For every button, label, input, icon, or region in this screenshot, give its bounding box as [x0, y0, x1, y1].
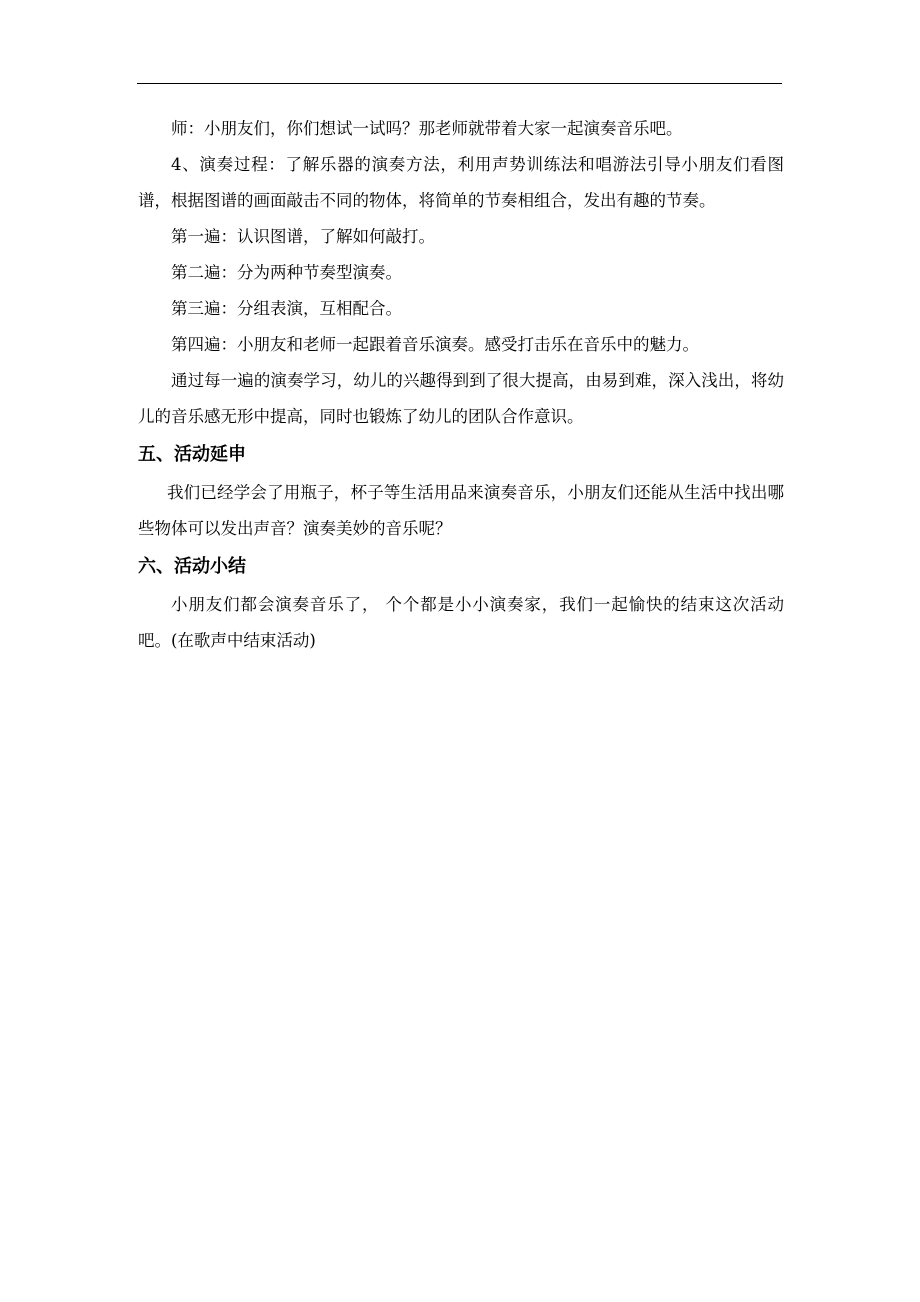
paragraph-round-3: 第三遍：分组表演，互相配合。 — [171, 299, 402, 318]
document-body — [138, 111, 784, 659]
paragraph-extension: 我们已经学会了用瓶子，杯子等生活用品来演奏音乐，小朋友们还能从生活中找出哪些物体可以发出声音？演奏美妙的音乐呢？ — [138, 483, 784, 538]
section-heading-conclusion: 六、活动小结 — [138, 556, 246, 577]
paragraph-round-4: 第四遍：小朋友和老师一起跟着音乐演奏。感受打击乐在音乐中的魅力。 — [171, 335, 699, 354]
paragraph-teacher-line: 师：小朋友们，你们想试一试吗？那老师就带着大家一起演奏音乐吧。 — [171, 119, 683, 138]
paragraph-round-2: 第二遍：分为两种节奏型演奏。 — [171, 263, 402, 282]
section-heading-extension: 五、活动延申 — [138, 444, 246, 465]
paragraph-summary: 通过每一遍的演奏学习，幼儿的兴趣得到到了很大提高，由易到难，深入浅出，将幼儿的音乐感无形中提高，同时也锻炼了幼儿的团队合作意识。 — [138, 371, 784, 426]
paragraph-performance-process: 4、演奏过程：了解乐器的演奏方法，利用声势训练法和唱游法引导小朋友们看图谱，根据图谱的画面敲击不同的物体，将简单的节奏相组合，发出有趣的节奏。 — [138, 155, 784, 210]
paragraph-round-1: 第一遍：认识图谱，了解如何敲打。 — [171, 227, 435, 246]
header-rule — [137, 83, 782, 84]
paragraph-conclusion: 小朋友们都会演奏音乐了， 个个都是小小演奏家，我们一起愉快的结束这次活动吧。(在歌声中结束活动) — [138, 595, 784, 650]
